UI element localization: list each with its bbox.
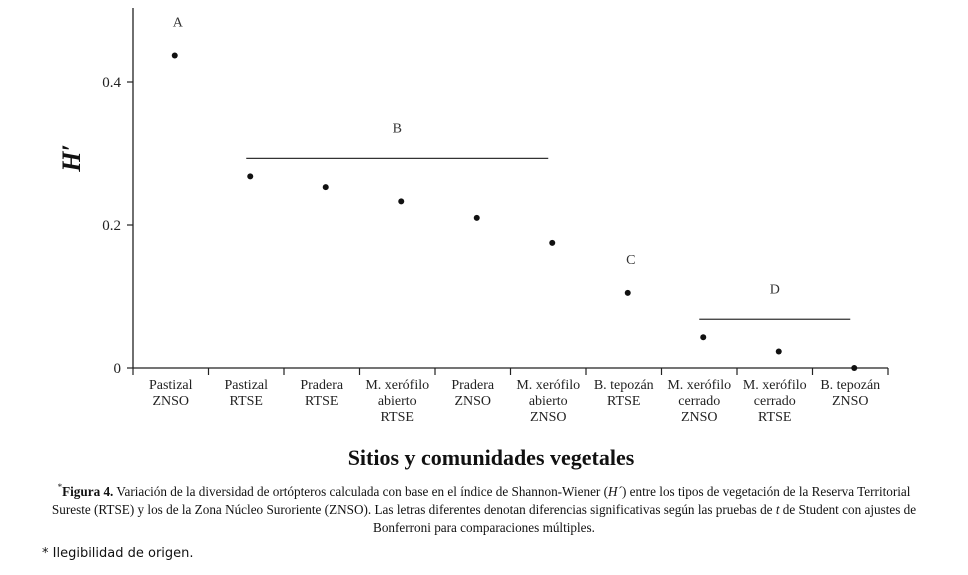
data-point <box>323 184 329 190</box>
category-label: B. tepozán RTSE <box>593 378 654 409</box>
group-letter-a: A <box>172 15 183 31</box>
figure-caption <box>40 478 928 537</box>
caption-text-1: Variación de la diversidad de ortópteros calculada con base en el índice de Shannon-Wiener ( <box>113 484 609 499</box>
data-point <box>625 290 631 296</box>
data-point <box>700 334 706 340</box>
category-label: M. xerófilo abierto RTSE <box>365 378 430 425</box>
category-label: Pastizal RTSE <box>224 378 269 409</box>
group-letter-c: C <box>626 252 636 268</box>
y-axis-label: H′ <box>57 144 86 172</box>
data-point <box>172 53 178 59</box>
data-point <box>776 349 782 355</box>
category-label: M. xerófilo abierto ZNSO <box>516 378 581 425</box>
data-point <box>247 173 253 179</box>
category-label: M. xerófilo cerrado RTSE <box>742 378 807 425</box>
legibility-note: * Ilegibilidad de origen. <box>42 546 194 561</box>
category-label: Pradera RTSE <box>300 378 344 409</box>
data-point <box>851 365 857 371</box>
group-letter-d: D <box>769 282 780 298</box>
x-axis-label: Sitios y comunidades vegetales <box>347 445 635 470</box>
category-label: M. xerófilo cerrado ZNSO <box>667 378 732 425</box>
y-tick-label: 0 <box>113 361 121 377</box>
data-point <box>398 198 404 204</box>
caption-label: Figura 4. <box>62 484 114 499</box>
data-point <box>474 215 480 221</box>
category-label: B. tepozán ZNSO <box>820 378 881 409</box>
caption-marker: * <box>57 482 63 492</box>
caption-t-symbol: t <box>775 502 780 517</box>
category-label: Pradera ZNSO <box>451 378 495 409</box>
y-tick-label: 0.4 <box>102 75 121 91</box>
group-letter-b: B <box>392 121 402 137</box>
category-label: Pastizal ZNSO <box>148 378 193 409</box>
caption-h-symbol: H´ <box>608 484 622 499</box>
caption-text-3: de Student con ajustes de Bonferroni para comparaciones múltiples. <box>373 502 917 535</box>
caption-text-2: ) entre los tipos de vegetación de la Reserva Territorial Sureste (RTSE) y los de la Zona Núcleo Suroriente (ZNSO). Las letras diferentes denotan diferencias significativas según las pruebas de <box>51 484 911 517</box>
y-tick-label: 0.2 <box>102 218 121 234</box>
data-point <box>549 240 555 246</box>
